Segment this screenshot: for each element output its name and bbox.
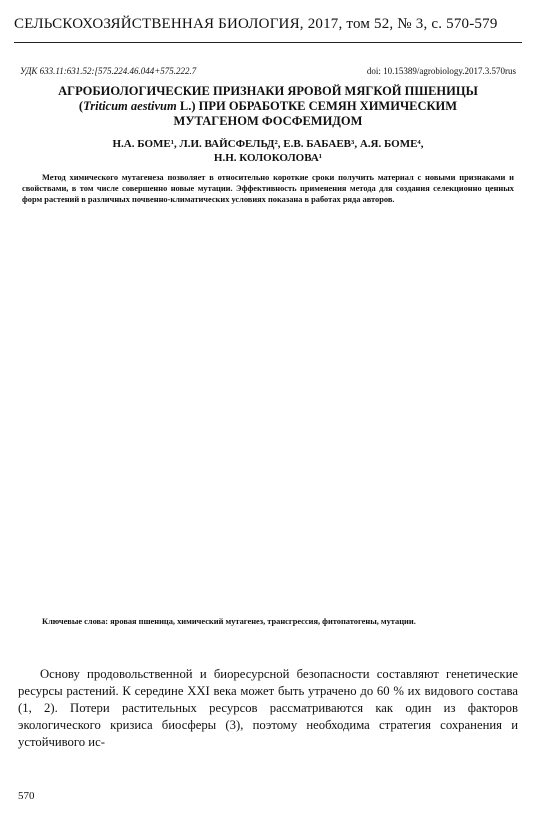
- page-number: 570: [18, 790, 35, 802]
- udk-code: УДК 633.11:631.52:[575.224.46.044+575.222.7: [20, 66, 197, 76]
- authors: [40, 137, 496, 165]
- authors-line-2: Н.Н. КОЛОКОЛОВА¹: [213, 152, 323, 164]
- title-latin-name: Triticum aestivum: [83, 99, 177, 113]
- title-line-2: (Triticum aestivum L.) ПРИ ОБРАБОТКЕ СЕМЯН ХИМИЧЕСКИМ: [78, 99, 458, 113]
- title-line-1: АГРОБИОЛОГИЧЕСКИЕ ПРИЗНАКИ ЯРОВОЙ МЯГКОЙ ПШЕНИЦЫ: [58, 84, 478, 98]
- authors-line-1: Н.А. БОМЕ¹, Л.И. ВАЙСФЕЛЬД², Е.В. БАБАЕВ³, А.Я. БОМЕ⁴,: [112, 138, 424, 150]
- title-line-2-rest: L.) ПРИ ОБРАБОТКЕ СЕМЯН ХИМИЧЕСКИМ: [176, 99, 458, 113]
- article-title: [40, 84, 496, 129]
- header-rule: [14, 42, 522, 43]
- body-paragraph: Основу продовольственной и биоресурсной безопасности составляют генетические ресурсы растений. К середине XXI века может быть утрачено до 60 % их видового состава (1, 2). Потери растительных ресурсов рассматриваются как один из факторов экологического кризиса биосферы (3), поэтому необходима стратегия сохранения и устойчивого ис-: [18, 667, 518, 749]
- abstract: Метод химического мутагенеза позволяет в относительно короткие сроки получить материал с новыми признаками и свойствами, в том числе совершенно новые мутации. Эффективность применения метода для создания селекционно ценных форм растений в различных почвенно-климатических условиях показана в работах ряда авторов.: [22, 173, 514, 204]
- running-head: СЕЛЬСКОХОЗЯЙСТВЕННАЯ БИОЛОГИЯ, 2017, том 52, № 3, с. 570-579: [14, 16, 498, 32]
- keywords: Ключевые слова: яровая пшеница, химический мутагенез, трансгрессия, фитопатогены, мутации.: [42, 617, 416, 626]
- doi: doi: 10.15389/agrobiology.2017.3.570rus: [366, 66, 516, 76]
- title-line-3: МУТАГЕНОМ ФОСФЕМИДОМ: [173, 114, 363, 128]
